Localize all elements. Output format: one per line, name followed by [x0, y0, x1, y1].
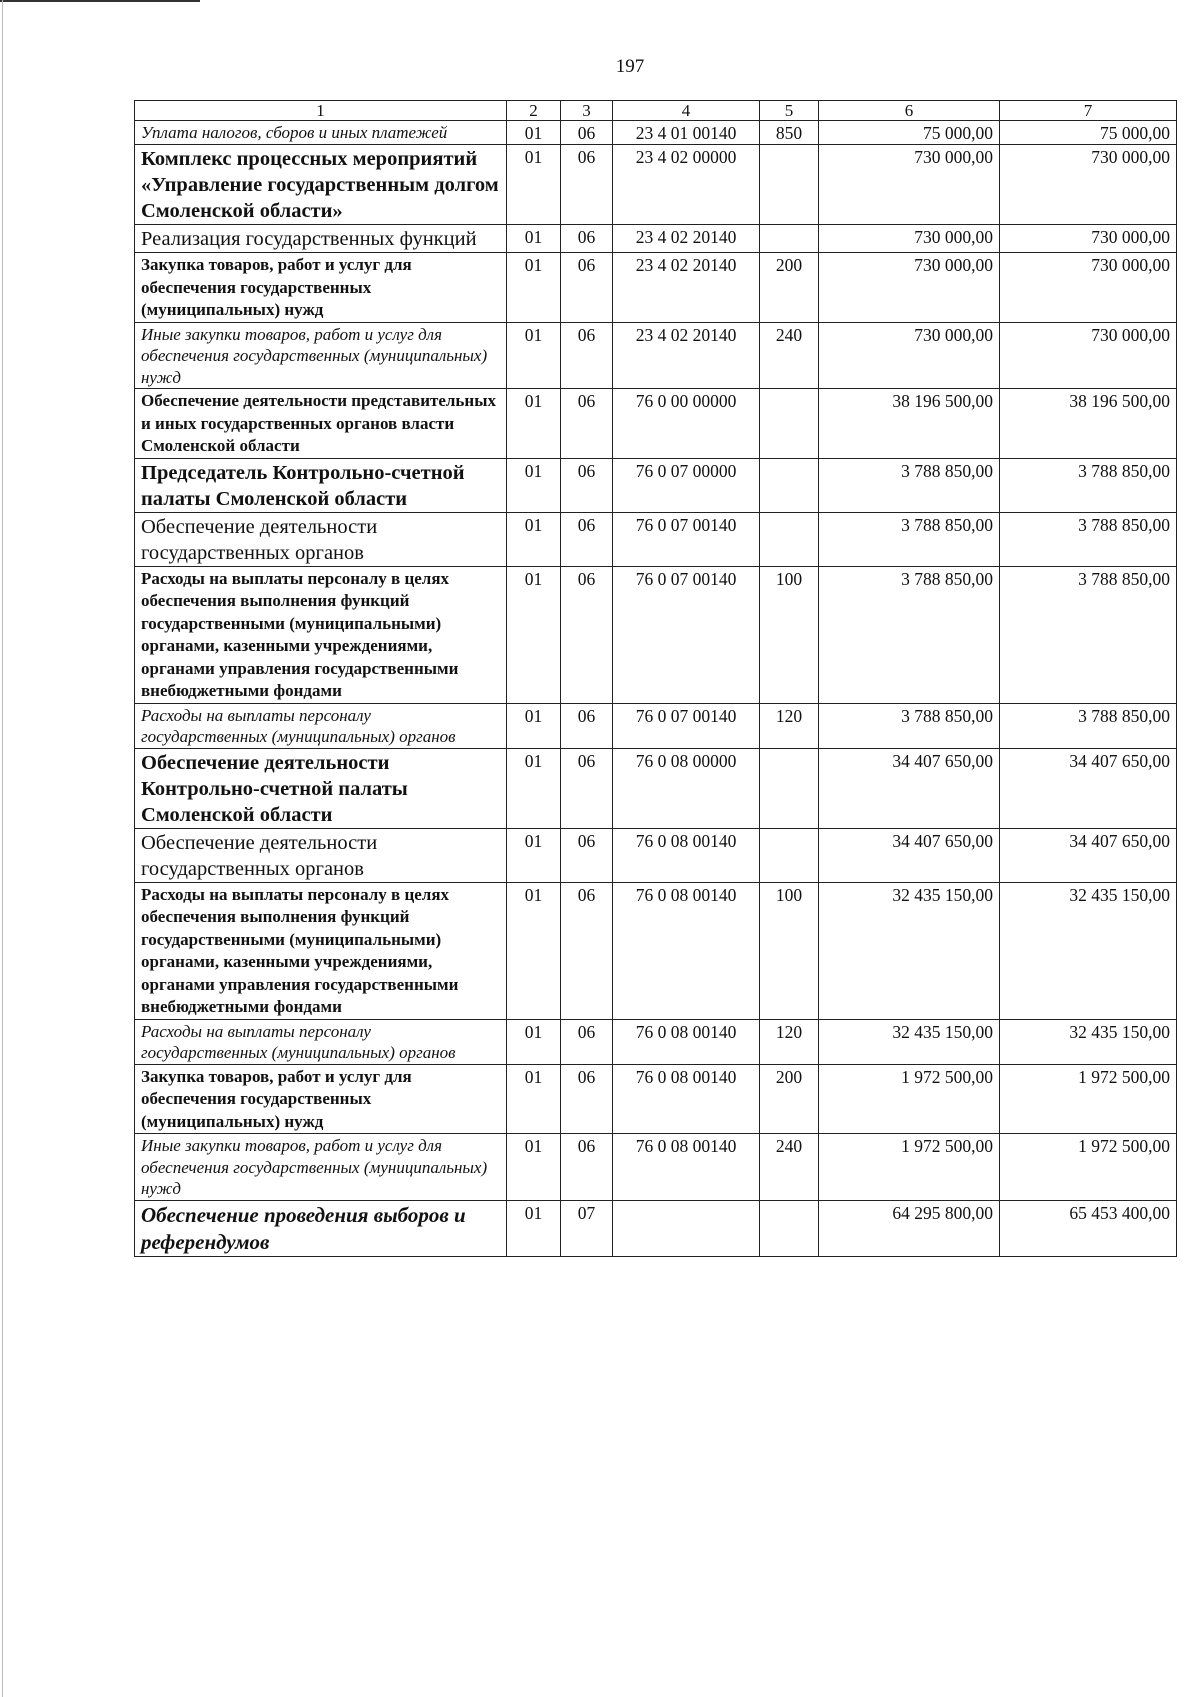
row-amount-year-2: 34 407 650,00: [1000, 748, 1177, 828]
row-name: Комплекс процессных мероприятий «Управление государственным долгом Смоленской области»: [135, 145, 507, 225]
row-amount-year-1: 730 000,00: [819, 322, 1000, 389]
row-section: 01: [507, 389, 561, 459]
row-subsection: 06: [561, 253, 613, 323]
table-row: [135, 389, 1177, 459]
row-name: Расходы на выплаты персоналу в целях обеспечения выполнения функций государственными (муниципальными) органами, казенными учреждениями, органами управления государственными внебюджетными фондами: [135, 882, 507, 1019]
budget-table: [134, 100, 1177, 1257]
table-row: [135, 566, 1177, 703]
row-target-code: 76 0 07 00140: [613, 512, 760, 566]
header-col-3: 3: [561, 101, 613, 121]
row-amount-year-1: 1 972 500,00: [819, 1064, 1000, 1134]
header-col-6: 6: [819, 101, 1000, 121]
row-section: 01: [507, 1200, 561, 1256]
table-row: [135, 1064, 1177, 1134]
row-amount-year-2: 34 407 650,00: [1000, 828, 1177, 882]
row-target-code: 76 0 07 00140: [613, 703, 760, 748]
row-subsection: 06: [561, 1134, 613, 1201]
row-amount-year-1: 3 788 850,00: [819, 512, 1000, 566]
table-row: [135, 253, 1177, 323]
row-expense-type: [760, 1200, 819, 1256]
row-target-code: 76 0 07 00140: [613, 566, 760, 703]
row-subsection: 06: [561, 389, 613, 459]
row-target-code: 76 0 00 00000: [613, 389, 760, 459]
row-section: 01: [507, 1019, 561, 1064]
row-amount-year-1: 1 972 500,00: [819, 1134, 1000, 1201]
row-section: 01: [507, 566, 561, 703]
row-amount-year-1: 75 000,00: [819, 121, 1000, 145]
row-expense-type: [760, 748, 819, 828]
header-col-1: 1: [135, 101, 507, 121]
row-subsection: 06: [561, 566, 613, 703]
row-amount-year-2: 730 000,00: [1000, 145, 1177, 225]
table-row: [135, 121, 1177, 145]
row-subsection: 06: [561, 322, 613, 389]
row-section: 01: [507, 225, 561, 253]
row-amount-year-2: 38 196 500,00: [1000, 389, 1177, 459]
row-section: 01: [507, 121, 561, 145]
row-expense-type: [760, 225, 819, 253]
table-row: [135, 703, 1177, 748]
row-amount-year-1: 3 788 850,00: [819, 566, 1000, 703]
scan-edge-mark: [0, 0, 200, 2]
row-expense-type: 100: [760, 566, 819, 703]
row-amount-year-1: 34 407 650,00: [819, 748, 1000, 828]
row-section: 01: [507, 512, 561, 566]
row-amount-year-1: 34 407 650,00: [819, 828, 1000, 882]
row-amount-year-2: 3 788 850,00: [1000, 566, 1177, 703]
table-body: [135, 121, 1177, 1257]
row-target-code: 23 4 02 20140: [613, 322, 760, 389]
table-row: [135, 512, 1177, 566]
row-name: Иные закупки товаров, работ и услуг для обеспечения государственных (муниципальных) нужд: [135, 1134, 507, 1201]
row-section: 01: [507, 882, 561, 1019]
table-row: [135, 1134, 1177, 1201]
row-name: Обеспечение деятельности Контрольно-счетной палаты Смоленской области: [135, 748, 507, 828]
row-expense-type: 100: [760, 882, 819, 1019]
table-row: [135, 1200, 1177, 1256]
row-subsection: 06: [561, 458, 613, 512]
table-row: [135, 828, 1177, 882]
row-section: 01: [507, 748, 561, 828]
row-subsection: 06: [561, 1064, 613, 1134]
page-number: 197: [615, 56, 645, 77]
table-row: [135, 1019, 1177, 1064]
scan-edge-line: [2, 0, 3, 1697]
row-name: Закупка товаров, работ и услуг для обеспечения государственных (муниципальных) нужд: [135, 253, 507, 323]
row-amount-year-2: 730 000,00: [1000, 322, 1177, 389]
row-section: 01: [507, 458, 561, 512]
row-amount-year-1: 3 788 850,00: [819, 703, 1000, 748]
row-section: 01: [507, 145, 561, 225]
header-col-2: 2: [507, 101, 561, 121]
row-amount-year-2: 3 788 850,00: [1000, 458, 1177, 512]
table-row: [135, 322, 1177, 389]
table-row: [135, 225, 1177, 253]
row-amount-year-1: 730 000,00: [819, 145, 1000, 225]
row-amount-year-2: 32 435 150,00: [1000, 1019, 1177, 1064]
row-target-code: 76 0 07 00000: [613, 458, 760, 512]
row-amount-year-2: 730 000,00: [1000, 225, 1177, 253]
table-row: [135, 145, 1177, 225]
row-name: Обеспечение деятельности государственных органов: [135, 512, 507, 566]
row-expense-type: 240: [760, 322, 819, 389]
row-target-code: 76 0 08 00140: [613, 882, 760, 1019]
row-expense-type: 120: [760, 1019, 819, 1064]
row-amount-year-2: 1 972 500,00: [1000, 1134, 1177, 1201]
row-name: Обеспечение проведения выборов и референдумов: [135, 1200, 507, 1256]
row-target-code: [613, 1200, 760, 1256]
row-amount-year-2: 3 788 850,00: [1000, 703, 1177, 748]
row-amount-year-1: 730 000,00: [819, 225, 1000, 253]
row-subsection: 06: [561, 703, 613, 748]
table-row: [135, 458, 1177, 512]
row-amount-year-2: 75 000,00: [1000, 121, 1177, 145]
row-expense-type: [760, 828, 819, 882]
row-target-code: 76 0 08 00140: [613, 1134, 760, 1201]
row-amount-year-2: 65 453 400,00: [1000, 1200, 1177, 1256]
row-name: Расходы на выплаты персоналу государственных (муниципальных) органов: [135, 703, 507, 748]
row-expense-type: 200: [760, 253, 819, 323]
row-amount-year-2: 1 972 500,00: [1000, 1064, 1177, 1134]
row-subsection: 06: [561, 121, 613, 145]
header-col-7: 7: [1000, 101, 1177, 121]
header-row: [135, 101, 1177, 121]
row-amount-year-1: 3 788 850,00: [819, 458, 1000, 512]
header-col-5: 5: [760, 101, 819, 121]
row-amount-year-1: 32 435 150,00: [819, 1019, 1000, 1064]
row-section: 01: [507, 1064, 561, 1134]
row-amount-year-2: 32 435 150,00: [1000, 882, 1177, 1019]
row-subsection: 06: [561, 828, 613, 882]
row-target-code: 23 4 02 20140: [613, 225, 760, 253]
row-subsection: 06: [561, 1019, 613, 1064]
row-target-code: 76 0 08 00140: [613, 828, 760, 882]
row-target-code: 76 0 08 00140: [613, 1019, 760, 1064]
row-subsection: 07: [561, 1200, 613, 1256]
header-col-4: 4: [613, 101, 760, 121]
row-section: 01: [507, 703, 561, 748]
row-name: Иные закупки товаров, работ и услуг для обеспечения государственных (муниципальных) нужд: [135, 322, 507, 389]
row-section: 01: [507, 828, 561, 882]
row-expense-type: [760, 145, 819, 225]
row-expense-type: [760, 512, 819, 566]
row-section: 01: [507, 253, 561, 323]
row-amount-year-2: 3 788 850,00: [1000, 512, 1177, 566]
row-subsection: 06: [561, 225, 613, 253]
row-name: Расходы на выплаты персоналу государственных (муниципальных) органов: [135, 1019, 507, 1064]
row-name: Обеспечение деятельности представительных и иных государственных органов власти Смоленской области: [135, 389, 507, 459]
row-target-code: 23 4 02 00000: [613, 145, 760, 225]
row-expense-type: [760, 389, 819, 459]
row-target-code: 23 4 01 00140: [613, 121, 760, 145]
row-target-code: 76 0 08 00140: [613, 1064, 760, 1134]
row-amount-year-1: 32 435 150,00: [819, 882, 1000, 1019]
row-name: Обеспечение деятельности государственных органов: [135, 828, 507, 882]
table-row: [135, 882, 1177, 1019]
row-expense-type: 200: [760, 1064, 819, 1134]
row-subsection: 06: [561, 882, 613, 1019]
row-subsection: 06: [561, 512, 613, 566]
row-target-code: 23 4 02 20140: [613, 253, 760, 323]
row-name: Уплата налогов, сборов и иных платежей: [135, 121, 507, 145]
row-subsection: 06: [561, 748, 613, 828]
row-section: 01: [507, 1134, 561, 1201]
row-expense-type: 240: [760, 1134, 819, 1201]
row-name: Реализация государственных функций: [135, 225, 507, 253]
row-amount-year-1: 730 000,00: [819, 253, 1000, 323]
row-section: 01: [507, 322, 561, 389]
row-expense-type: 120: [760, 703, 819, 748]
row-amount-year-2: 730 000,00: [1000, 253, 1177, 323]
row-name: Расходы на выплаты персоналу в целях обеспечения выполнения функций государственными (муниципальными) органами, казенными учреждениями, органами управления государственными внебюджетными фондами: [135, 566, 507, 703]
row-name: Председатель Контрольно-счетной палаты Смоленской области: [135, 458, 507, 512]
row-expense-type: 850: [760, 121, 819, 145]
row-amount-year-1: 64 295 800,00: [819, 1200, 1000, 1256]
row-subsection: 06: [561, 145, 613, 225]
row-expense-type: [760, 458, 819, 512]
row-target-code: 76 0 08 00000: [613, 748, 760, 828]
row-amount-year-1: 38 196 500,00: [819, 389, 1000, 459]
row-name: Закупка товаров, работ и услуг для обеспечения государственных (муниципальных) нужд: [135, 1064, 507, 1134]
table-row: [135, 748, 1177, 828]
